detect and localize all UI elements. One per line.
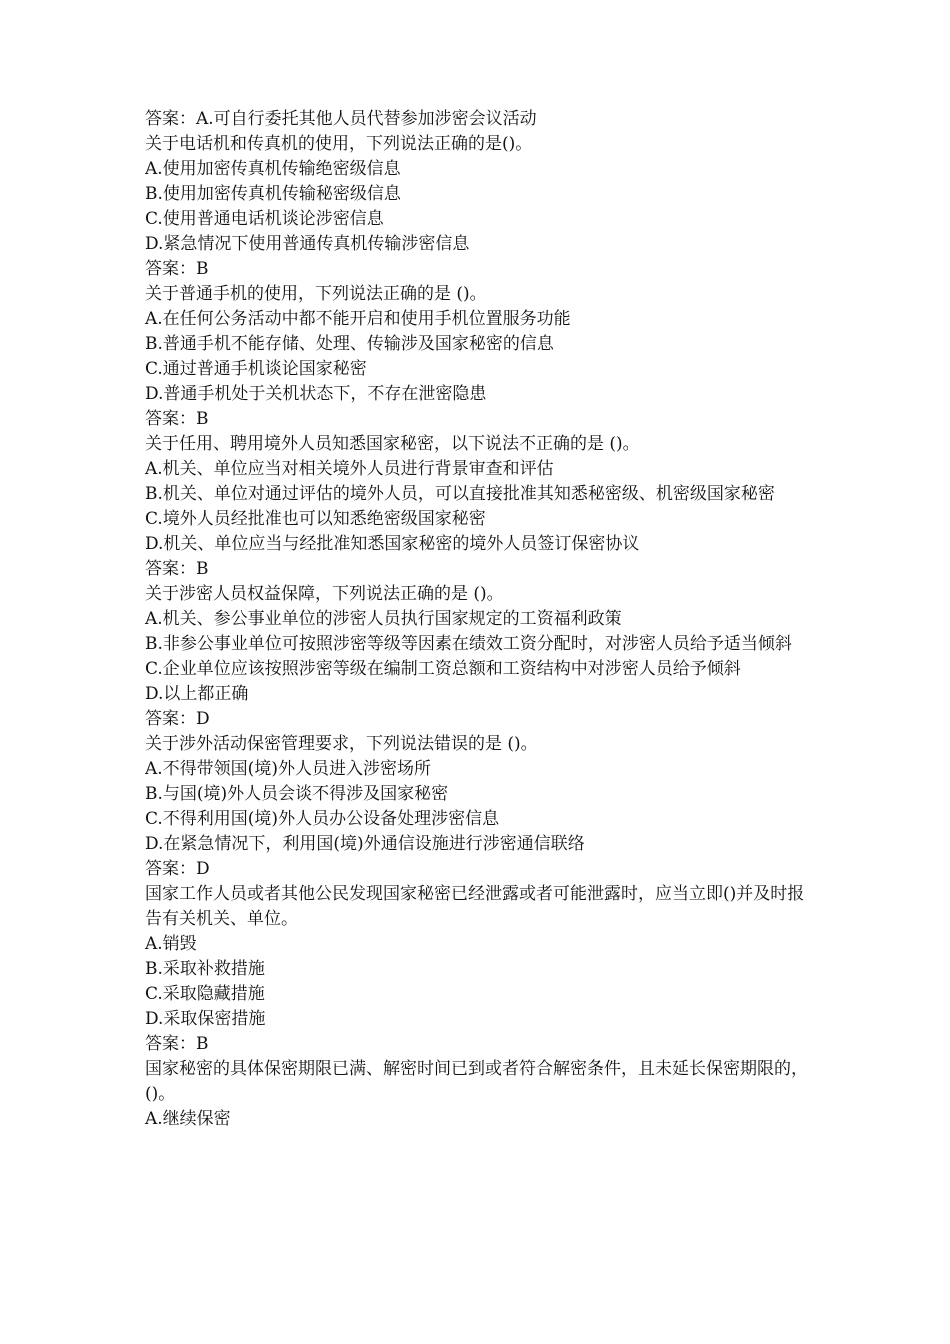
text-line: B.使用加密传真机传输秘密级信息 (145, 184, 401, 204)
text-line: 答案：A.可自行委托其他人员代替参加涉密会议活动 (145, 109, 537, 129)
text-line: 答案：D (145, 709, 210, 729)
text-line: C.使用普通电话机谈论涉密信息 (145, 209, 384, 229)
text-line: C.企业单位应该按照涉密等级在编制工资总额和工资结构中对涉密人员给予倾斜 (145, 659, 741, 679)
text-line: B.机关、单位对通过评估的境外人员，可以直接批准其知悉秘密级、机密级国家秘密 (145, 484, 775, 504)
text-line: 答案：B (145, 259, 209, 279)
text-line: A.销毁 (145, 934, 197, 954)
text-line: A.机关、参公事业单位的涉密人员执行国家规定的工资福利政策 (145, 609, 622, 629)
text-line: 国家秘密的具体保密期限已满、解密时间已到或者符合解密条件，且未延长保密期限的，()。 (145, 1059, 808, 1104)
text-line: C.境外人员经批准也可以知悉绝密级国家秘密 (145, 509, 486, 529)
text-line: 关于涉外活动保密管理要求，下列说法错误的是 ()。 (145, 734, 538, 754)
text-line: B.非参公事业单位可按照涉密等级等因素在绩效工资分配时，对涉密人员给予适当倾斜 (145, 634, 792, 654)
text-line: A.使用加密传真机传输绝密级信息 (145, 159, 401, 179)
text-line: B.与国(境)外人员会谈不得涉及国家秘密 (145, 784, 449, 804)
text-line: C.不得利用国(境)外人员办公设备处理涉密信息 (145, 809, 500, 829)
text-line: A.在任何公务活动中都不能开启和使用手机位置服务功能 (145, 309, 571, 329)
text-line: A.机关、单位应当对相关境外人员进行背景审查和评估 (145, 459, 554, 479)
text-line: D.以上都正确 (145, 684, 249, 704)
text-line: 答案：D (145, 859, 210, 879)
text-line: 答案：B (145, 409, 209, 429)
text-line: 关于任用、聘用境外人员知悉国家秘密，以下说法不正确的是 ()。 (145, 434, 640, 454)
text-line: D.机关、单位应当与经批准知悉国家秘密的境外人员签订保密协议 (145, 534, 640, 554)
text-line: 答案：B (145, 1034, 209, 1054)
text-line: B.普通手机不能存储、处理、传输涉及国家秘密的信息 (145, 334, 554, 354)
text-line: 国家工作人员或者其他公民发现国家秘密已经泄露或者可能泄露时，应当立即()并及时报告有关机关、单位。 (145, 884, 805, 929)
document-body (145, 107, 815, 1132)
text-line: C.采取隐藏措施 (145, 984, 265, 1004)
text-line: 答案：B (145, 559, 209, 579)
text-line: B.采取补救措施 (145, 959, 265, 979)
text-line: D.在紧急情况下，利用国(境)外通信设施进行涉密通信联络 (145, 834, 585, 854)
text-line: D.紧急情况下使用普通传真机传输涉密信息 (145, 234, 470, 254)
text-line: 关于涉密人员权益保障，下列说法正确的是 ()。 (145, 584, 504, 604)
text-line: 关于电话机和传真机的使用，下列说法正确的是()。 (145, 134, 533, 154)
text-line: A.继续保密 (145, 1109, 231, 1129)
text-line: D.普通手机处于关机状态下，不存在泄密隐患 (145, 384, 487, 404)
text-line: D.采取保密措施 (145, 1009, 266, 1029)
text-line: A.不得带领国(境)外人员进入涉密场所 (145, 759, 431, 779)
text-line: 关于普通手机的使用，下列说法正确的是 ()。 (145, 284, 487, 304)
text-line: C.通过普通手机谈论国家秘密 (145, 359, 367, 379)
